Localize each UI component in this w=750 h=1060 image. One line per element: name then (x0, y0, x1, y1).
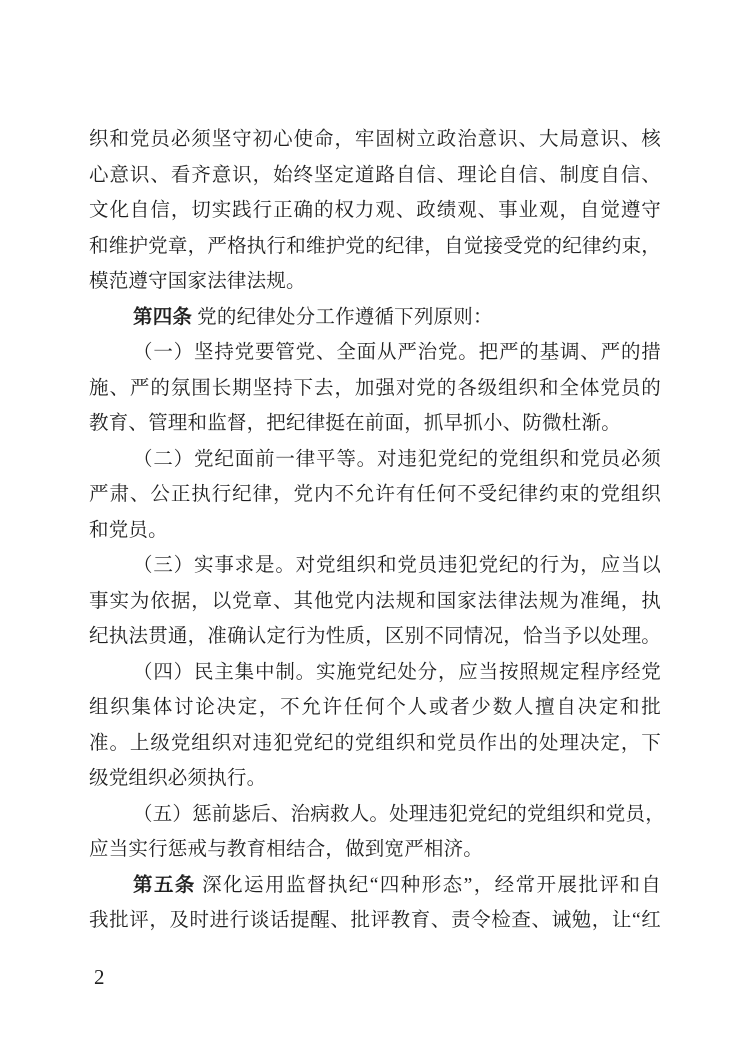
article-number-bold: 第五条 (133, 874, 196, 896)
document-line (89, 229, 661, 265)
article-number-bold: 第四条 (133, 306, 193, 328)
line-text: 纪执法贯通，准确认定行为性质，区别不同情况，恰当予以处理。 (89, 626, 661, 647)
document-line (89, 477, 661, 513)
document-line (89, 655, 661, 691)
document-line (89, 797, 665, 833)
article-heading-line (89, 868, 661, 904)
article-heading-line (89, 300, 661, 336)
line-text: 严肃、公正执行纪律，党内不允许有任何不受纪律约束的党组织 (89, 484, 661, 505)
line-text: 应当实行惩戒与教育相结合，做到宽严相济。 (89, 839, 484, 860)
line-text: （五）惩前毖后、治病救人。处理违犯党纪的党组织和党员， (133, 803, 665, 825)
line-text: （四）民主集中制。实施党纪处分，应当按照规定程序经党 (133, 661, 661, 683)
line-text: （三）实事求是。对党组织和党员违犯党纪的行为，应当以 (133, 555, 661, 576)
document-line (89, 406, 661, 442)
document-line (89, 584, 661, 620)
line-text: 深化运用监督执纪“四种形态”，经常开展批评和自 (195, 874, 661, 896)
line-text: 心意识、看齐意识，始终坚定道路自信、理论自信、制度自信、 (89, 164, 661, 186)
document-line (89, 690, 661, 726)
document-line (89, 122, 661, 158)
line-text: 和党员。 (89, 519, 168, 541)
line-text: 教育、管理和监督，把纪律挺在前面，抓早抓小、防微杜渐。 (89, 413, 621, 434)
line-text: 事实为依据，以党章、其他党内法规和国家法律法规为准绳，执 (89, 590, 661, 612)
document-line (89, 158, 661, 194)
document-line (89, 761, 661, 797)
document-line (89, 548, 661, 584)
document-line (89, 264, 661, 300)
document-line (89, 371, 661, 407)
document-line (89, 513, 661, 549)
line-text: 施、严的氛围长期坚持下去，加强对党的各级组织和全体党员的 (89, 377, 661, 399)
line-text: 织和党员必须坚守初心使命，牢固树立政治意识、大局意识、核 (89, 129, 661, 150)
line-text: 组织集体讨论决定，不允许任何个人或者少数人擅自决定和批 (89, 697, 661, 718)
document-line (89, 903, 661, 939)
line-text: （二）党纪面前一律平等。对违犯党纪的党组织和党员必须 (133, 448, 661, 470)
document-line (89, 726, 661, 762)
line-text: 党的纪律处分工作遵循下列原则： (192, 306, 493, 328)
line-text: 级党组织必须执行。 (89, 768, 267, 789)
document-line (89, 193, 661, 229)
line-text: 模范遵守国家法律法规。 (89, 271, 306, 292)
line-text: 文化自信，切实践行正确的权力观、政绩观、事业观，自觉遵守 (89, 200, 661, 221)
line-text: 准。上级党组织对违犯党纪的党组织和党员作出的处理决定，下 (89, 732, 661, 754)
document-line (89, 442, 661, 478)
line-text: （一）坚持党要管党、全面从严治党。把严的基调、严的措 (133, 342, 661, 363)
document-line (89, 619, 661, 655)
line-text: 我批评，及时进行谈话提醒、批评教育、责令检查、诫勉，让“红 (89, 910, 661, 931)
line-text: 和维护党章，严格执行和维护党的纪律，自觉接受党的纪律约束， (89, 235, 661, 257)
document-line (89, 335, 661, 371)
page-number: 2 (94, 965, 105, 989)
document-text-block (89, 122, 665, 939)
document-line (89, 832, 661, 868)
